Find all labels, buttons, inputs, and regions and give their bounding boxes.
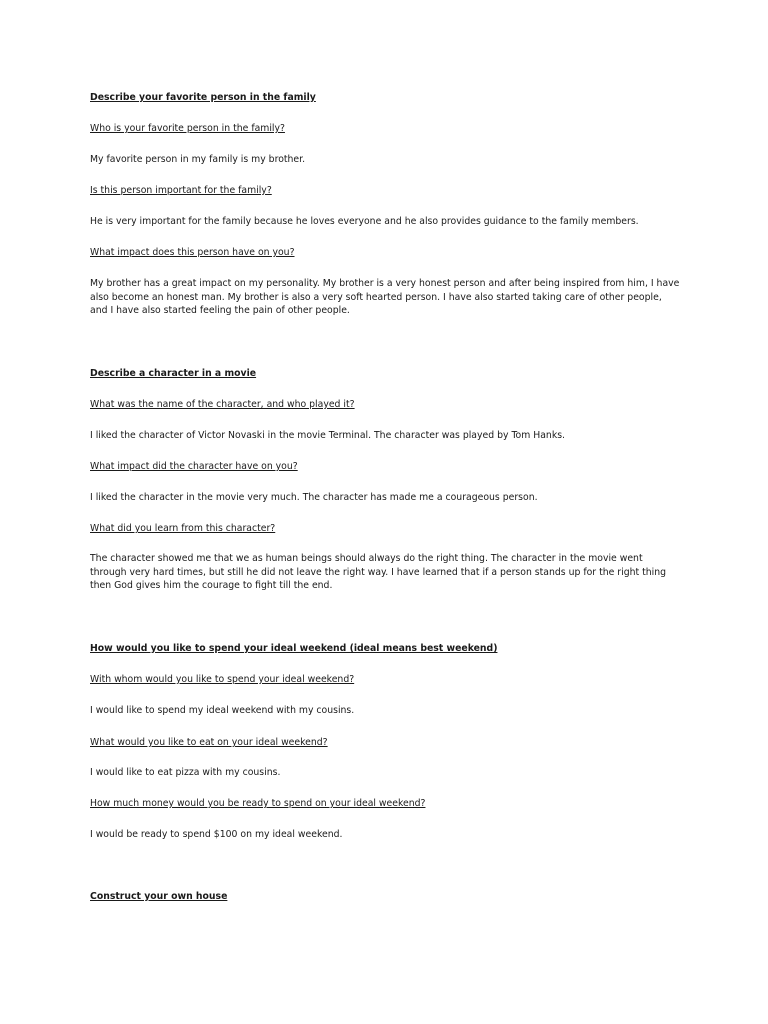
answer-person-impact: My brother has a great impact on my personality. My brother is a very honest person and after being inspired from him, I have also become an honest man. My brother is also a very soft hearted person. I have also started taking care of other people, and I have also started feeling the pain of other people. [90, 278, 680, 316]
question-favorite-person: Who is your favorite person in the family? [90, 123, 285, 134]
answer-character-learn: The character showed me that we as human beings should always do the right thing. The character in the movie went through very hard times, but still he did not leave the right way. I have learned that if a person stands up for the right thing then God gives him the courage to fight till the end. [90, 553, 667, 591]
question-person-important: Is this person important for the family? [90, 185, 272, 196]
answer-weekend-whom: I would like to spend my ideal weekend with my cousins. [90, 705, 355, 716]
question-character-learn: What did you learn from this character? [90, 523, 276, 534]
answer-weekend-eat: I would like to eat pizza with my cousins. [90, 767, 281, 778]
question-character-name: What was the name of the character, and who played it? [90, 399, 355, 410]
question-character-impact: What impact did the character have on you? [90, 461, 298, 472]
section-heading-ideal-weekend: How would you like to spend your ideal weekend (ideal means best weekend) [90, 643, 498, 654]
answer-character-impact: I liked the character in the movie very much. The character has made me a courageous person. [90, 492, 538, 503]
answer-weekend-money: I would be ready to spend $100 on my ideal weekend. [90, 829, 343, 840]
question-person-impact: What impact does this person have on you? [90, 247, 295, 258]
answer-favorite-person: My favorite person in my family is my brother. [90, 154, 306, 165]
section-heading-favorite-person: Describe your favorite person in the family [90, 92, 316, 103]
question-weekend-whom: With whom would you like to spend your ideal weekend? [90, 674, 355, 685]
section-heading-movie-character: Describe a character in a movie [90, 368, 257, 379]
question-weekend-money: How much money would you be ready to spend on your ideal weekend? [90, 798, 426, 809]
answer-character-name: I liked the character of Victor Novaski in the movie Terminal. The character was played by Tom Hanks. [90, 430, 566, 441]
section-heading-construct-house: Construct your own house [90, 891, 228, 902]
question-weekend-eat: What would you like to eat on your ideal weekend? [90, 737, 328, 748]
answer-person-important: He is very important for the family because he loves everyone and he also provides guidance to the family members. [90, 216, 639, 227]
